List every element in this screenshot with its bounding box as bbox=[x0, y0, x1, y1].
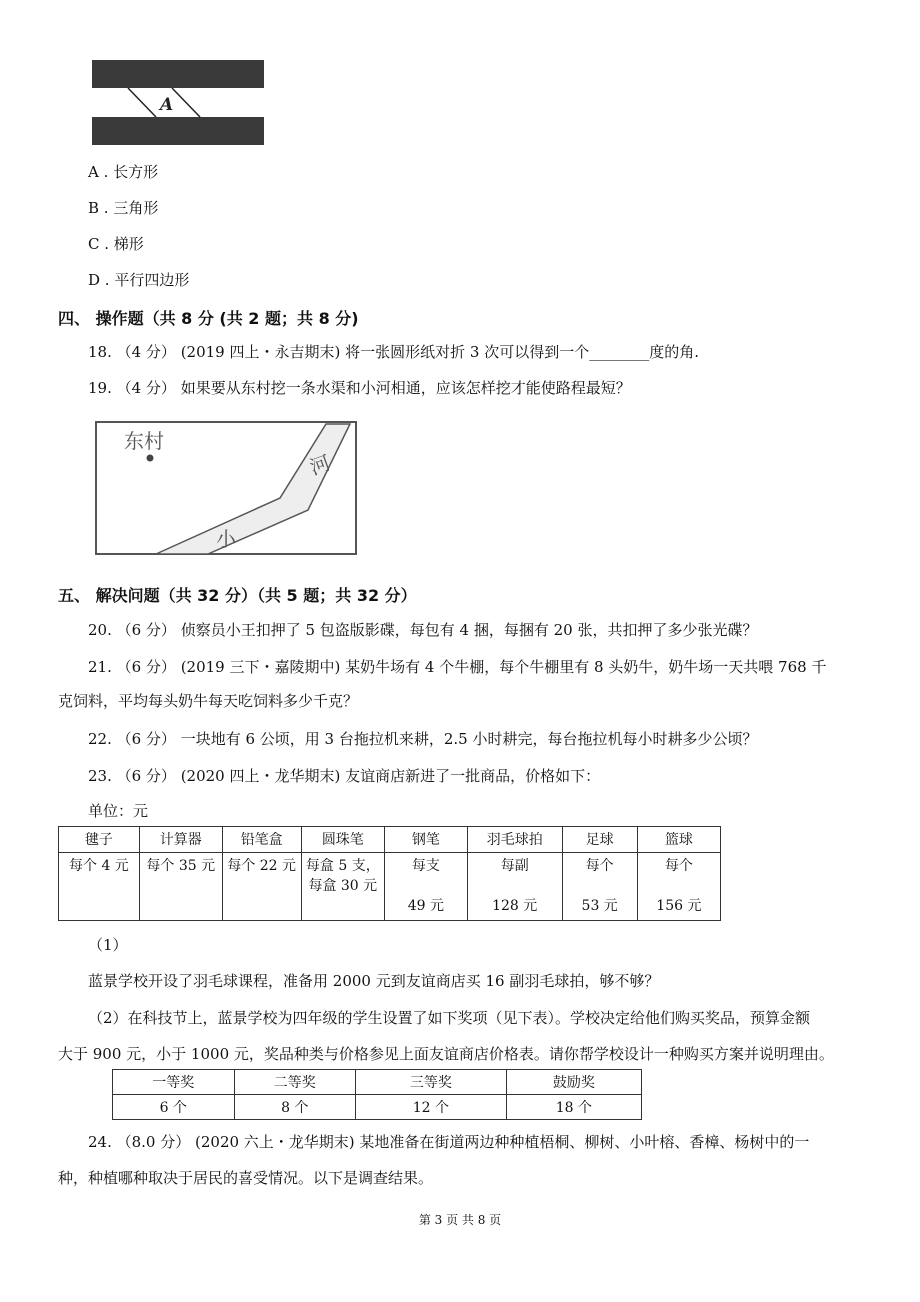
village-label: 东村 bbox=[124, 429, 164, 453]
table-cell: 8 个 bbox=[234, 1095, 356, 1120]
river-figure bbox=[94, 420, 358, 556]
option-text: 梯形 bbox=[113, 235, 144, 253]
question-24-line1: 24. （8.0 分） (2020 六上・龙华期末) 某地准备在街道两边种种植梧桐、柳树、小叶榕、香樟、杨树中的一 bbox=[88, 1133, 810, 1151]
figure-label-a: A bbox=[160, 95, 174, 115]
table-cell: 每个 22 元 bbox=[222, 853, 301, 921]
table-cell: 每支 49 元 bbox=[384, 853, 467, 921]
table-header: 三等奖 bbox=[356, 1070, 507, 1095]
table-row bbox=[59, 853, 721, 921]
table-row bbox=[59, 827, 721, 853]
table-cell: 每个 4 元 bbox=[59, 853, 140, 921]
option-letter: D bbox=[88, 271, 101, 289]
river-label-he: 河 bbox=[306, 450, 334, 480]
sub-question-2-line2: 大于 900 元，小于 1000 元，奖品种类与价格参见上面友谊商店价格表。请你帮学校设计一种购买方案并说明理由。 bbox=[58, 1045, 834, 1063]
option-text: 平行四边形 bbox=[114, 271, 190, 289]
option-c[interactable]: C . 梯形 bbox=[88, 235, 144, 253]
option-letter: C bbox=[88, 235, 100, 253]
option-text: 长方形 bbox=[113, 163, 159, 181]
question-22: 22. （6 分） 一块地有 6 公顷，用 3 台拖拉机来耕，2.5 小时耕完，每台拖拉机每小时耕多少公顷？ bbox=[88, 730, 758, 748]
village-dot bbox=[147, 455, 154, 462]
question-21-line1: 21. （6 分） (2019 三下・嘉陵期中) 某奶牛场有 4 个牛棚，每个牛棚里有 8 头奶牛，奶牛场一天共喂 768 千 bbox=[88, 658, 827, 676]
price-table bbox=[58, 826, 721, 921]
option-b[interactable]: B . 三角形 bbox=[88, 199, 159, 217]
option-letter: B bbox=[88, 199, 100, 217]
table-row bbox=[113, 1095, 642, 1120]
sub-question-2-line1: （2）在科技节上，蓝景学校为四年级的学生设置了如下奖项（见下表）。学校决定给他们购买奖品，预算金额 bbox=[88, 1009, 811, 1027]
table-header: 羽毛球拍 bbox=[467, 827, 562, 853]
table-cell: 6 个 bbox=[113, 1095, 235, 1120]
table-header: 二等奖 bbox=[234, 1070, 356, 1095]
table-header: 鼓励奖 bbox=[506, 1070, 641, 1095]
option-d[interactable]: D . 平行四边形 bbox=[88, 271, 190, 289]
question-21-line2: 克饲料，平均每头奶牛每天吃饲料多少千克？ bbox=[58, 692, 359, 710]
table-cell: 每个 35 元 bbox=[139, 853, 222, 921]
table-row bbox=[113, 1070, 642, 1095]
table-header: 钢笔 bbox=[384, 827, 467, 853]
page-footer: 第 3 页 共 8 页 bbox=[418, 1213, 502, 1227]
table-cell: 12 个 bbox=[356, 1095, 507, 1120]
option-text: 三角形 bbox=[113, 199, 159, 217]
section-4-title: 四、 操作题（共 8 分 (共 2 题；共 8 分) bbox=[58, 309, 359, 328]
option-letter: A bbox=[88, 163, 99, 181]
sub-question-1: 蓝景学校开设了羽毛球课程，准备用 2000 元到友谊商店买 16 副羽毛球拍，够不够？ bbox=[88, 972, 660, 990]
sub-question-1-label: （1） bbox=[88, 936, 128, 954]
question-19: 19. （4 分） 如果要从东村挖一条水渠和小河相通，应该怎样挖才能使路程最短？ bbox=[88, 379, 631, 397]
question-23: 23. （6 分） (2020 四上・龙华期末) 友谊商店新进了一批商品，价格如下： bbox=[88, 767, 601, 785]
table-cell: 每个 53 元 bbox=[562, 853, 637, 921]
question-20: 20. （6 分） 侦察员小王扣押了 5 包盗版影碟，每包有 4 捆，每捆有 20 张，共扣押了多少张光碟？ bbox=[88, 621, 758, 639]
table-header: 足球 bbox=[562, 827, 637, 853]
table-header: 圆珠笔 bbox=[301, 827, 384, 853]
table-cell: 18 个 bbox=[506, 1095, 641, 1120]
table-header: 计算器 bbox=[139, 827, 222, 853]
table-header: 一等奖 bbox=[113, 1070, 235, 1095]
question-18: 18. （4 分） (2019 四上・永吉期末) 将一张圆形纸对折 3 次可以得到一个________度的角. bbox=[88, 343, 699, 361]
option-a[interactable]: A . 长方形 bbox=[88, 163, 159, 181]
table-header: 毽子 bbox=[59, 827, 140, 853]
section-5-title: 五、 解决问题（共 32 分）（共 5 题；共 32 分） bbox=[58, 586, 417, 605]
question-24-line2: 种，种植哪种取决于居民的喜受情况。以下是调查结果。 bbox=[58, 1169, 434, 1187]
table-cell: 每盒 5 支， 每盒 30 元 bbox=[301, 853, 384, 921]
table-header: 篮球 bbox=[637, 827, 720, 853]
award-table bbox=[112, 1069, 642, 1120]
unit-label: 单位：元 bbox=[88, 802, 149, 820]
table-cell: 每副 128 元 bbox=[467, 853, 562, 921]
table-header: 铅笔盒 bbox=[222, 827, 301, 853]
river-label-xiao: 小 bbox=[216, 527, 236, 551]
table-cell: 每个 156 元 bbox=[637, 853, 720, 921]
parallelogram-figure bbox=[92, 60, 264, 146]
